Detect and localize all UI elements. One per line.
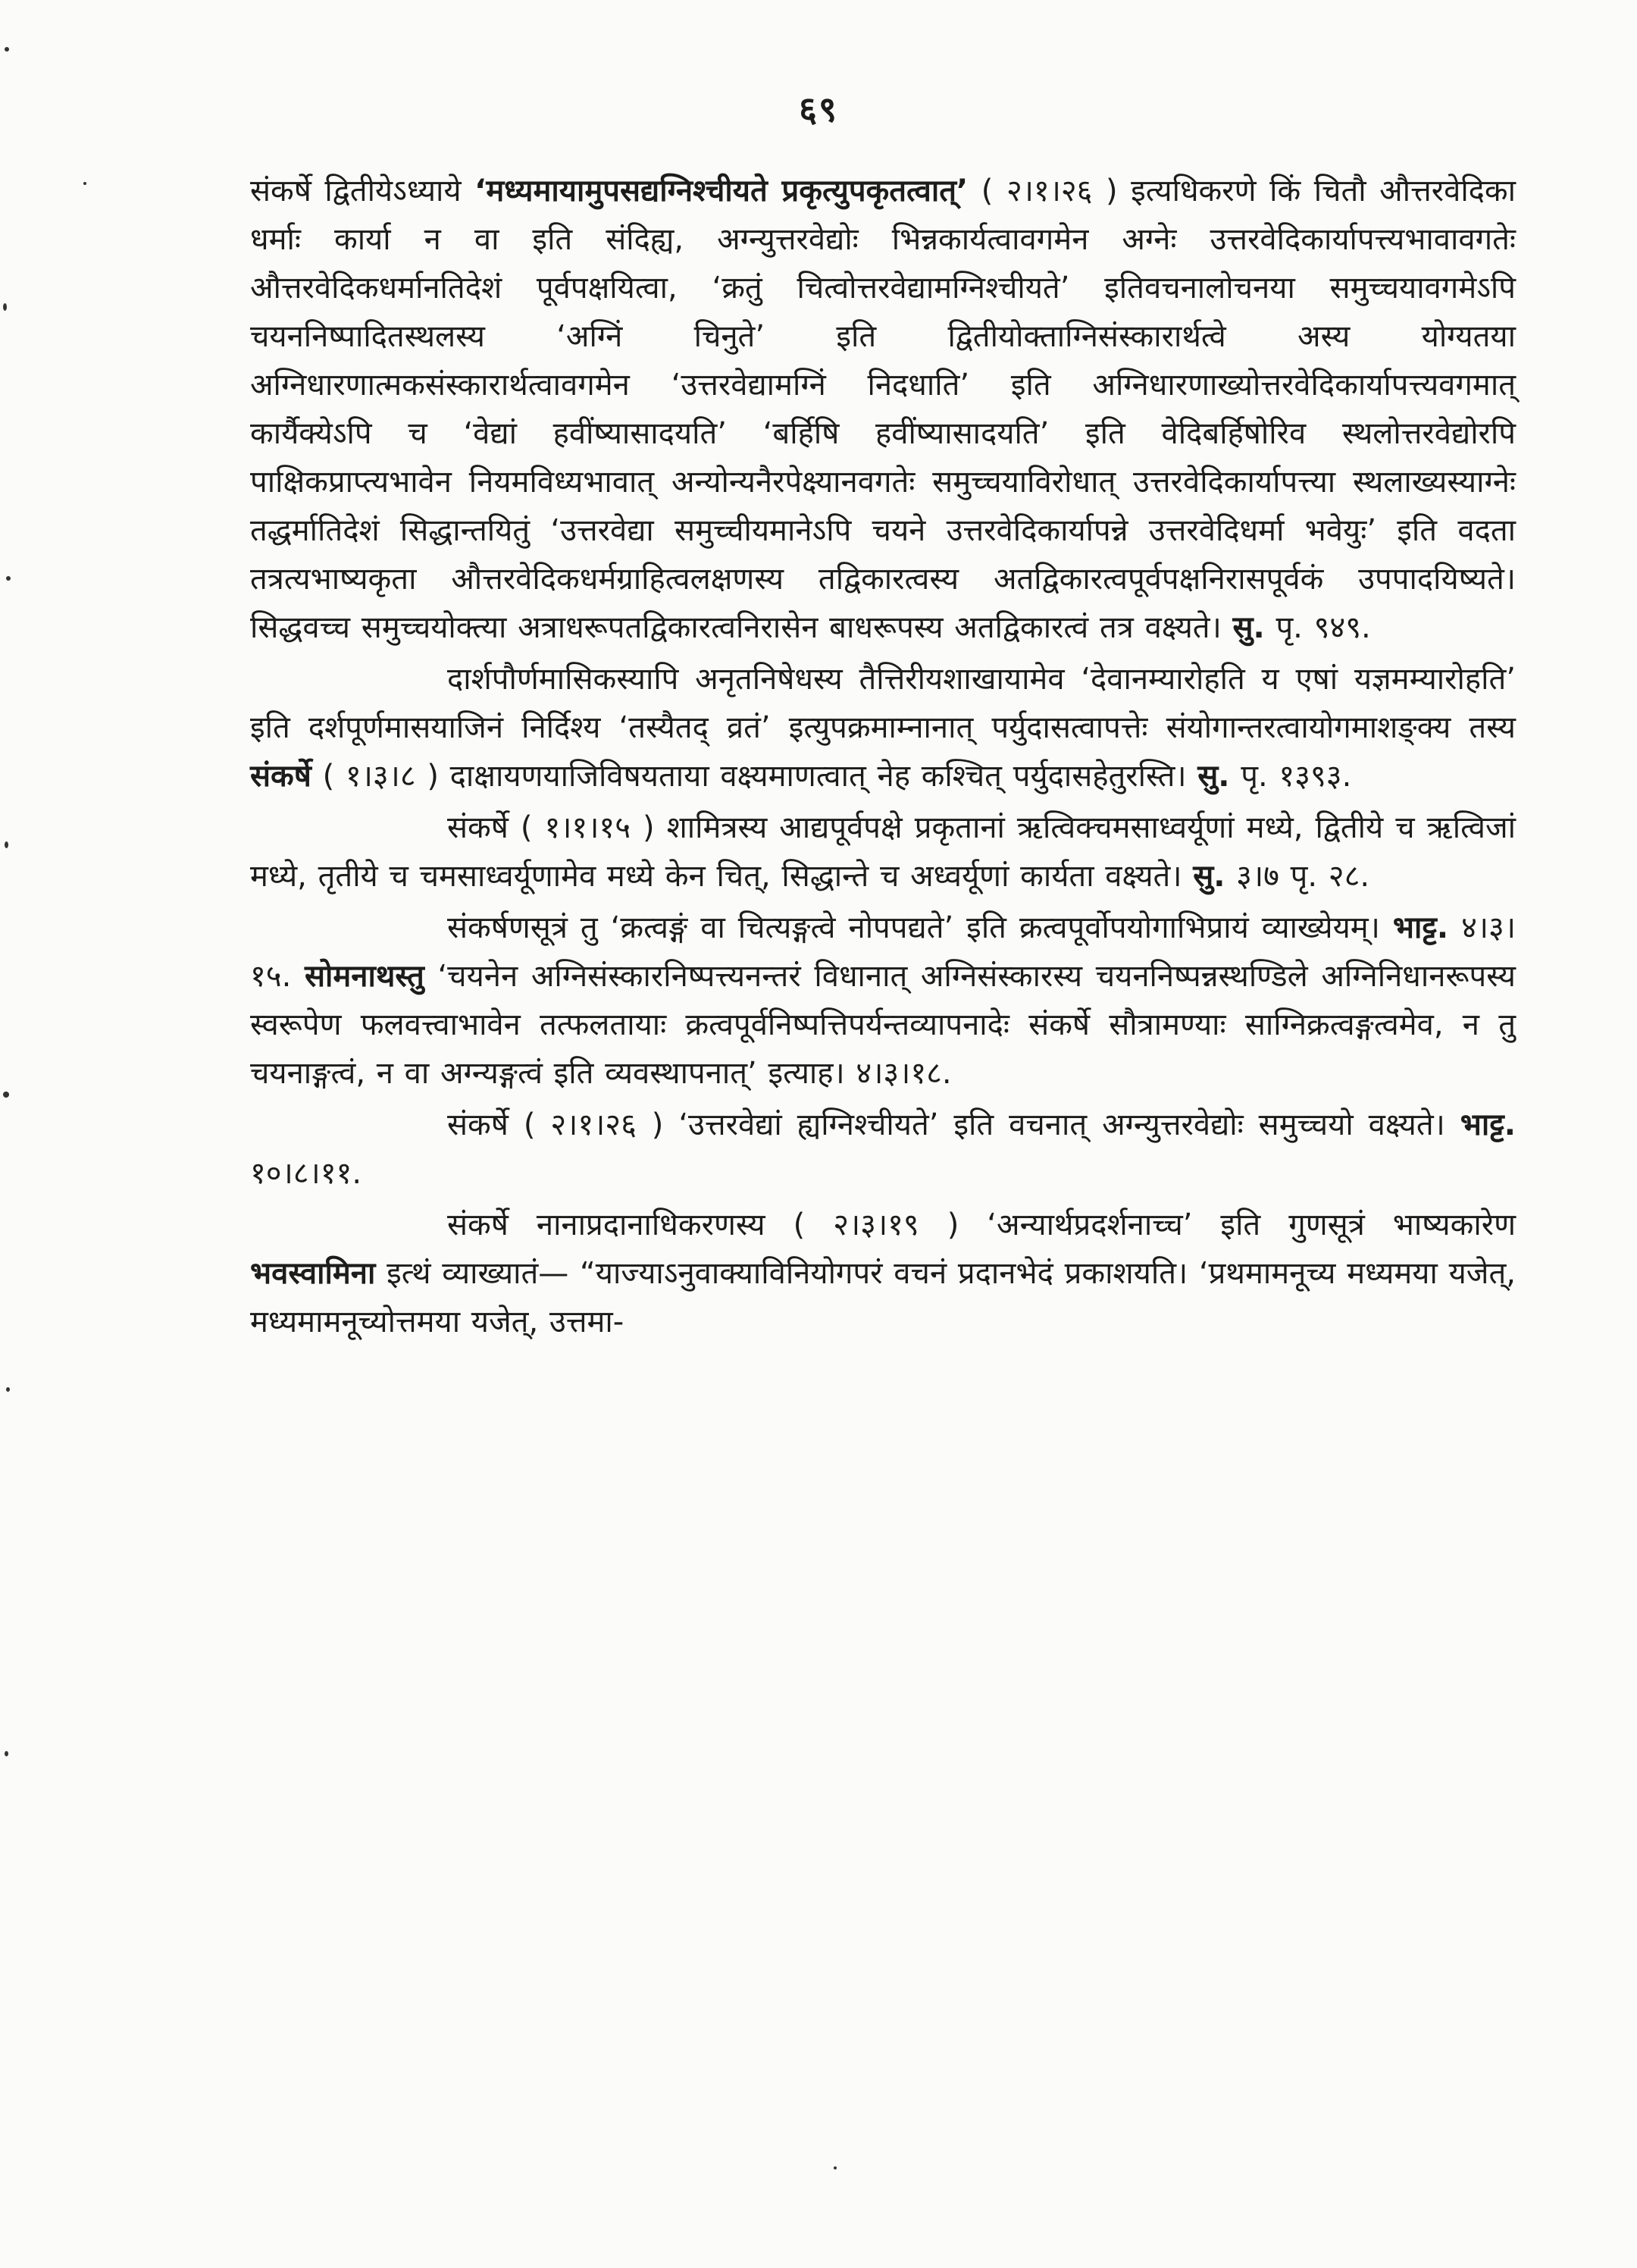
paragraph: [250, 904, 1516, 1098]
text-run: ( १।३।८ ) दाक्षायणयाजिविषयताया वक्ष्यमाणत्वात् नेह कश्चित् पर्युदासहेतुरस्ति।: [311, 759, 1198, 794]
paragraph: [250, 167, 1516, 652]
scan-speck: [6, 576, 11, 581]
text-run: पृ. ९४९.: [1264, 610, 1371, 645]
bold-reference: ‘मध्यमायामुपसद्यग्निश्चीयते प्रकृत्युपकृतत्वात्’: [474, 174, 969, 208]
text-run: संकर्षणसूत्रं तु ‘क्रत्वङ्गं वा चित्यङ्गत्वे नोपपद्यते’ इति क्रत्वपूर्वोपयोगाभिप्रायं व्याख्येयम्।: [447, 910, 1393, 945]
body-text: [250, 167, 1516, 1346]
scan-speck: [5, 47, 9, 52]
text-run: ४।३।१५.: [250, 910, 1516, 994]
scan-speck: [5, 1751, 8, 1756]
paragraph: [250, 1101, 1516, 1198]
bold-reference: भाट्ट.: [1392, 910, 1449, 945]
text-run: १०।८।११.: [250, 1156, 362, 1191]
scan-speck: [83, 182, 86, 185]
bold-reference: सु.: [1197, 759, 1230, 794]
scan-speck: [3, 303, 7, 311]
bold-reference: सु.: [1232, 610, 1265, 645]
text-run: संकर्षे ( १।१।१५ ) शामित्रस्य आद्यपूर्वपक्षे प्रकृतानां ऋत्विक्चमसाध्वर्यूणां मध्ये, द्वितीये च ऋत्विजां मध्ये, तृतीये च चमसाध्वर्यूणामेव मध्ये केन चित्, सिद्धान्ते च अध्वर्यूणां कार्यता वक्ष्यते।: [250, 810, 1516, 894]
text-run: ( २।१।२६ ) इत्यधिकरणे किं चितौ औत्तरवेदिका धर्माः कार्या न वा इति संदिह्य, अग्न्युत्तरवेद्योः भिन्नकार्यत्वावगमेन अग्नेः उत्तरवेदिकार्यापत्त्यभावावगतेः औत्तरवेदिकधर्मानतिदेशं पूर्वपक्षयित्वा, ‘क्रतुं चित्वोत्तरवेद्यामग्निश्चीयते’ इतिवचनालोचनया समुच्चयावगमेऽपि चयननिष्पादितस्थलस्य ‘अग्निं चिनुते’ इति द्वितीयोक्ताग्निसंस्कारार्थत्वे अस्य योग्यतया अग्निधारणात्मकसंस्कारार्थत्वावगमेन ‘उत्तरवेद्यामग्निं निदधाति’ इति अग्निधारणाख्योत्तरवेदिकार्यापत्त्यवगमात् कार्यैक्येऽपि च ‘वेद्यां हवींष्यासादयति’ ‘बर्हिषि हवींष्यासादयति’ इति वेदिबर्हिषोरिव स्थलोत्तरवेद्योरपि पाक्षिकप्राप्त्यभावेन नियमविध्यभावात् अन्योन्यनैरपेक्ष्यानवगतेः समुच्चयाविरोधात् उत्तरवेदिकार्यापत्त्या स्थलाख्यस्याग्नेः तद्धर्मातिदेशं सिद्धान्तयितुं ‘उत्तरवेद्या समुच्चीयमानेऽपि चयने उत्तरवेदिकार्यापन्ने उत्तरवेदिधर्मा भवेयुः’ इति वदता तत्रत्यभाष्यकृता औत्तरवेदिकधर्मग्राहित्वलक्षणस्य तद्विकारत्वस्य अतद्विकारत्वपूर्वपक्षनिरासपूर्वकं उपपादयिष्यते। सिद्धवच्च समुच्चयोक्त्या अत्राधरूपतद्विकारत्वनिरासेन बाधरूपस्य अतद्विकारत्वं तत्र वक्ष्यते।: [250, 174, 1516, 645]
bold-reference: भाट्ट.: [1460, 1107, 1516, 1142]
text-run: संकर्षे ( २।१।२६ ) ‘उत्तरवेद्यां ह्यग्निश्चीयते’ इति वचनात् अग्न्युत्तरवेद्योः समुच्चयो वक्ष्यते।: [447, 1107, 1460, 1142]
paragraph: [250, 804, 1516, 901]
scan-speck: [3, 1092, 9, 1098]
text-run: ३।७ पृ. २८.: [1225, 859, 1370, 894]
text-run: दार्शपौर्णमासिकस्यापि अनृतनिषेधस्य तैत्तिरीयशाखायामेव ‘देवानम्यारोहति य एषां यज्ञमम्यारोहति’ इति दर्शपूर्णमासयाजिनं निर्दिश्य ‘तस्यैतद् व्रतं’ इत्युपक्रमाम्नानात् पर्युदासत्वापत्तेः संयोगान्तरत्वायोगमाशङ्क्य तस्य: [250, 662, 1516, 745]
scan-speck: [5, 841, 8, 848]
bold-reference: सु.: [1193, 859, 1225, 894]
text-run: संकर्षे द्वितीयेऽध्याये: [250, 174, 475, 208]
bold-reference: भवस्वामिना: [250, 1256, 376, 1291]
scan-speck: [6, 1387, 10, 1392]
paragraph: [250, 1201, 1516, 1346]
text-run: ‘चयनेन अग्निसंस्कारनिष्पत्त्यनन्तरं विधानात् अग्निसंस्कारस्य चयननिष्पन्नस्थण्डिले अग्निनिधानरूपस्य स्वरूपेण फलवत्त्वाभावेन तत्फलतायाः क्रत्वपूर्वनिष्पत्तिपर्यन्तव्यापनादेः संकर्षे सौत्रामण्याः साग्निक्रत्वङ्गत्वमेव, न तु चयनाङ्गत्वं, न वा अग्न्यङ्गत्वं इति व्यवस्थापनात्’ इत्याह। ४।३।१८.: [250, 959, 1516, 1091]
scan-speck: [834, 2166, 837, 2169]
text-run: इत्थं व्याख्यातं— “याज्याऽनुवाक्याविनियोगपरं वचनं प्रदानभेदं प्रकाशयति। ‘प्रथमामनूच्य मध्यमया यजेत्, मध्यमामनूच्योत्तमया यजेत्, उत्तमा-: [250, 1256, 1516, 1339]
bold-reference: सोमनाथस्तु: [304, 959, 424, 994]
bold-reference: संकर्षे: [250, 759, 311, 794]
text-run: पृ. १३९३.: [1229, 759, 1352, 794]
text-run: संकर्षे नानाप्रदानाधिकरणस्य ( २।३।१९ ) ‘अन्यार्थप्रदर्शनाच्च’ इति गुणसूत्रं भाष्यकारेण: [447, 1208, 1516, 1242]
page-number: ६९: [799, 89, 838, 130]
paragraph: [250, 655, 1516, 800]
